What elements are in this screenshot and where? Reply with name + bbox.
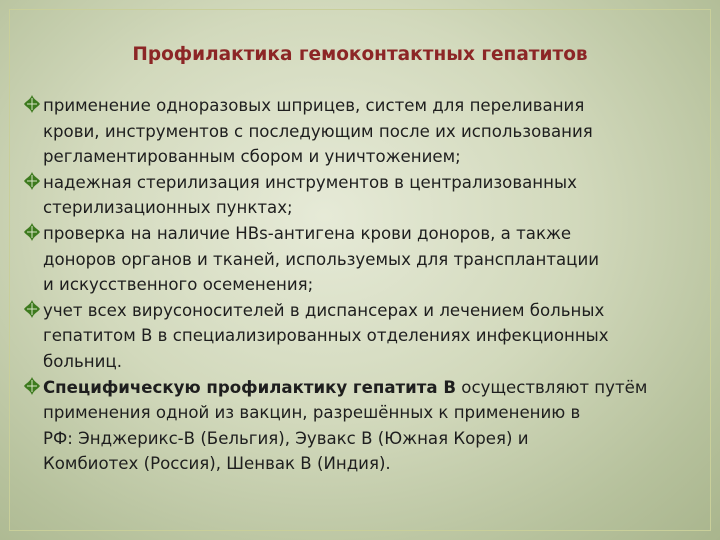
item-text-line: применение одноразовых шприцев, систем для переливания xyxy=(43,96,585,115)
list-item xyxy=(22,375,702,477)
list-item xyxy=(22,298,702,375)
bullet-list xyxy=(22,93,702,477)
diamond-leaf-bullet-icon xyxy=(23,171,41,191)
diamond-leaf-bullet-icon xyxy=(23,222,41,242)
item-bold-text: Специфическую профилактику гепатита В xyxy=(43,377,457,397)
item-text-line: и искусственного осеменения; xyxy=(43,275,314,295)
list-item xyxy=(22,93,702,170)
item-text-line: Комбиотех (Россия), Шенвак В (Индия). xyxy=(43,454,391,474)
item-text-line: учет всех вирусоносителей в диспансерах и лечением больных xyxy=(43,300,605,320)
item-text-line: применения одной из вакцин, разрешённых к применению в xyxy=(43,403,581,423)
item-text-line xyxy=(43,375,702,401)
item-text-line: больниц. xyxy=(43,351,122,371)
item-text: осуществляют путём xyxy=(456,377,648,397)
item-text-line: РФ: Энджерикс-В (Бельгия), Эувакс В (Южная Корея) и xyxy=(43,428,529,448)
list-item xyxy=(22,221,702,298)
item-text-line: надежная стерилизация инструментов в централизованных xyxy=(43,172,577,192)
item-text-line: гепатитом В в специализированных отделениях инфекционных xyxy=(43,326,609,346)
list-item xyxy=(22,170,702,221)
item-text-line: крови, инструментов с последующим после их использования xyxy=(43,121,593,141)
diamond-leaf-bullet-icon xyxy=(23,376,41,396)
item-text-line: стерилизационных пунктах; xyxy=(43,198,293,218)
diamond-leaf-bullet-icon xyxy=(23,94,41,114)
item-text-line: регламентированным сбором и уничтожением; xyxy=(43,147,461,167)
diamond-leaf-bullet-icon xyxy=(23,299,41,319)
item-text-line: доноров органов и тканей, используемых для трансплантации xyxy=(43,249,600,269)
slide-title: Профилактика гемоконтактных гепатитов xyxy=(132,44,588,65)
item-text-line: проверка на наличие HBs-антигена крови доноров, а также xyxy=(43,223,572,243)
